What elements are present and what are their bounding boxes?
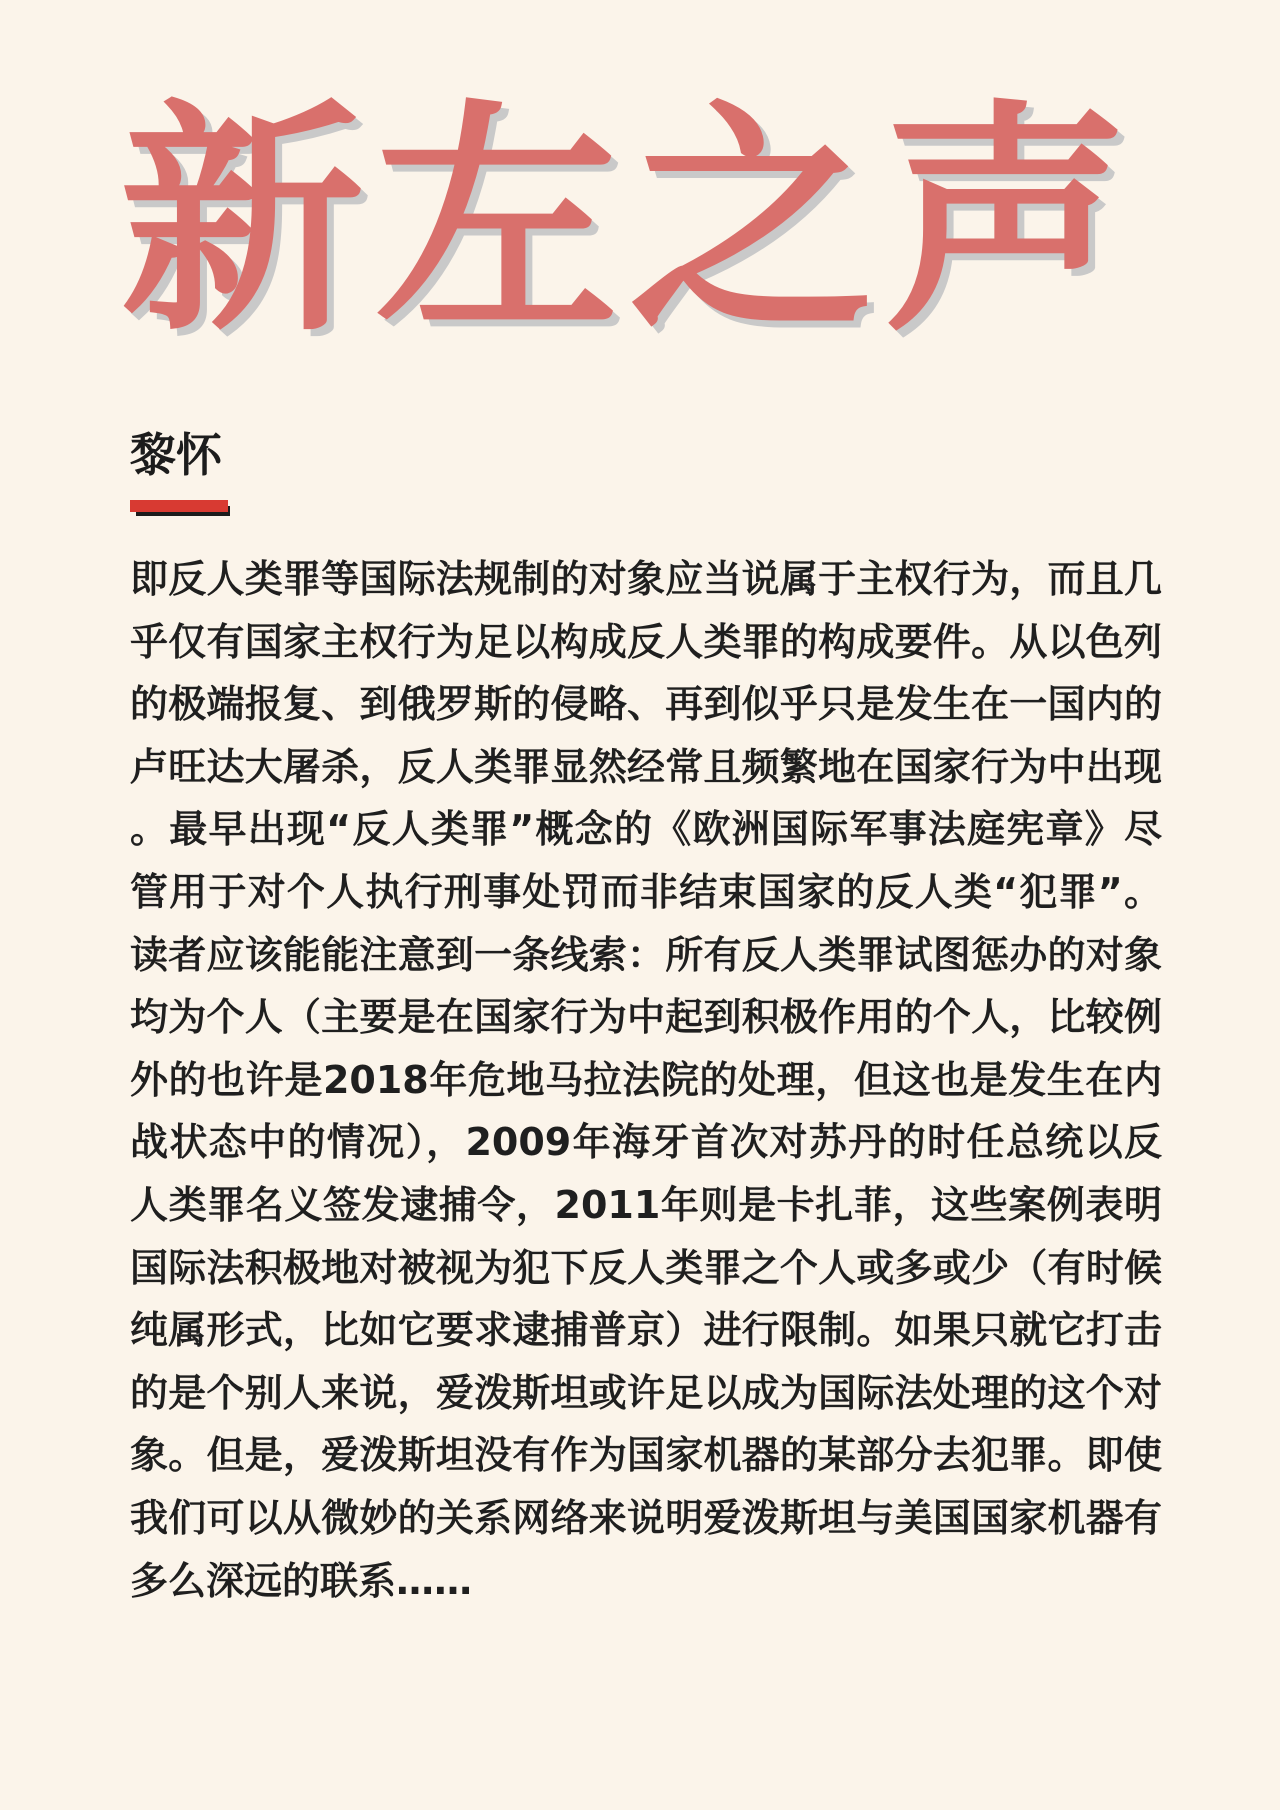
title-banner: [118, 80, 1130, 364]
title-char: 之: [629, 80, 874, 364]
title-char: 声: [883, 80, 1128, 364]
author-name: 黎怀: [130, 428, 222, 482]
title-char: 新: [120, 80, 364, 364]
author-underline: [130, 500, 228, 512]
title-char: 左: [374, 80, 619, 364]
article-body: 即反人类罪等国际法规制的对象应当说属于主权行为，而且几乎仅有国家主权行为足以构成反人类罪的构成要件。从以色列的极端报复、到俄罗斯的侵略、再到似乎只是发生在一国内的卢旺达大屠杀，反人类罪显然经常且频繁地在国家行为中出现。最早出现“反人类罪”概念的《欧洲国际军事法庭宪章》尽管用于对个人执行刑事处罚而非结束国家的反人类“犯罪”。读者应该能能注意到一条线索：所有反人类罪试图惩办的对象均为个人（主要是在国家行为中起到积极作用的个人，比较例外的也许是2018年危地马拉法院的处理，但这也是发生在内战状态中的情况），2009年海牙首次对苏丹的时任总统以反人类罪名义签发逮捕令，2011年则是卡扎菲，这些案例表明国际法积极地对被视为犯下反人类罪之个人或多或少（有时候纯属形式，比如它要求逮捕普京）进行限制。如果只就它打击的是个别人来说，爱泼斯坦或许足以成为国际法处理的这个对象。但是，爱泼斯坦没有作为国家机器的某部分去犯罪。即使我们可以从微妙的关系网络来说明爱泼斯坦与美国国家机器有多么深远的联系……: [130, 557, 1162, 1603]
